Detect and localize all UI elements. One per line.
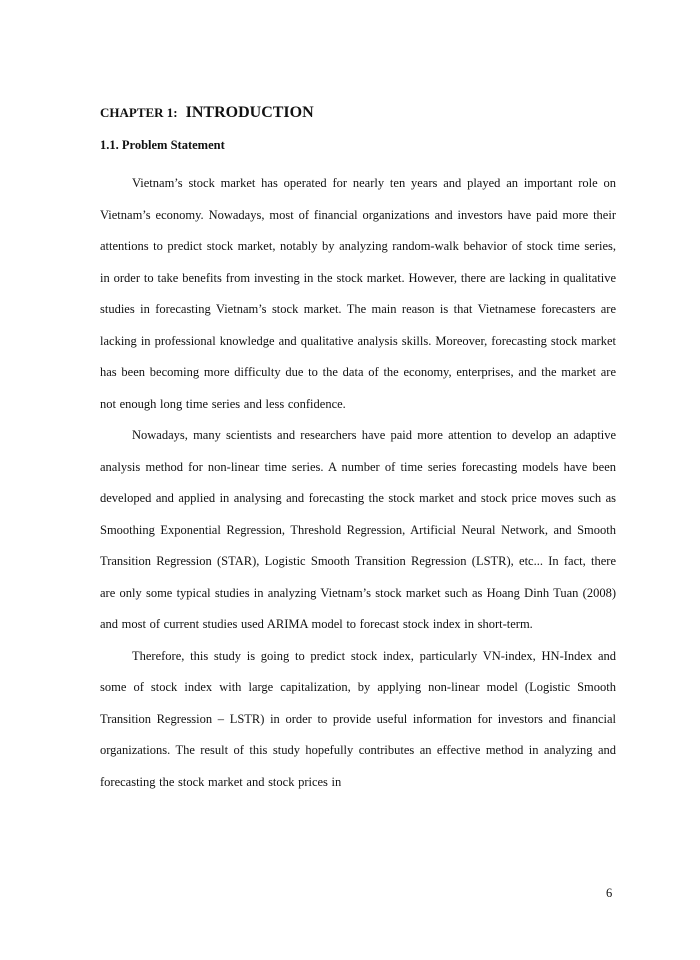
section-heading: 1.1. Problem Statement [100,138,225,152]
paragraph: Vietnam’s stock market has operated for nearly ten years and played an important role on Vietnam’s economy. Nowadays, most of financial organizations and investors have paid more their attentions to predict stock market, notably by analyzing random-walk behavior of stock time series, in order to take benefits from investing in the stock market. However, there are lacking in qualitative studies in forecasting Vietnam’s stock market. The main reason is that Vietnamese forecasters are lacking in professional knowledge and qualitative analysis skills. Moreover, forecasting stock market has been becoming more difficulty due to the data of the economy, enterprises, and the market are not enough long time series and less confidence. [100,176,616,411]
paragraph: Nowadays, many scientists and researchers have paid more attention to develop an adaptive analysis method for non-linear time series. A number of time series forecasting models have been developed and applied in analysing and forecasting the stock market and stock price moves such as Smoothing Exponential Regression, Threshold Regression, Artificial Neural Network, and Smooth Transition Regression (STAR), Logistic Smooth Transition Regression (LSTR), etc... In fact, there are only some typical studies in analyzing Vietnam’s stock market such as Hoang Dinh Tuan (2008) and most of current studies used ARIMA model to forecast stock index in short-term. [100,428,616,631]
paragraph: Therefore, this study is going to predict stock index, particularly VN-index, HN-Index and some of stock index with large capitalization, by applying non-linear model (Logistic Smooth Transition Regression – LSTR) in order to provide useful information for investors and financial organizations. The result of this study hopefully contributes an effective method in analyzing and forecasting the stock market and stock prices in [100,648,616,789]
page-number: 6 [606,886,613,900]
chapter-heading [100,88,314,125]
chapter-label: CHAPTER 1: [100,105,178,120]
body-text [100,168,616,798]
chapter-title: INTRODUCTION [185,104,314,121]
